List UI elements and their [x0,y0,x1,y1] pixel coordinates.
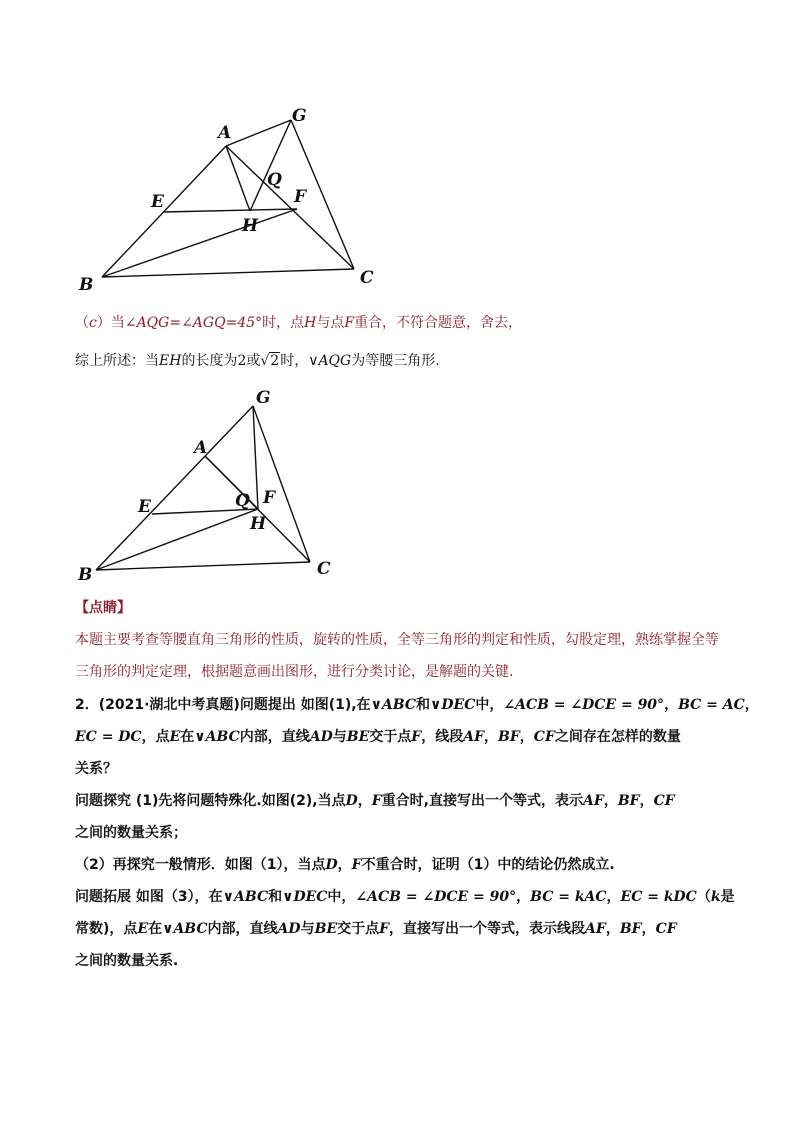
case-c-equation: ∠AQG=∠AGQ=45° [124,315,263,331]
p2l8-tri: ∨ABC [162,921,208,937]
p2l8-text-c: 内部，直线 [207,921,278,937]
summary-line [75,350,755,372]
case-c-label: c [89,315,97,331]
p2l4-point-d: D [345,793,358,809]
p2l7-text-d: ， [516,889,531,905]
fig2-label-g: G [256,388,271,408]
fig1-label-q: Q [267,170,282,190]
p2l2-text-b: 在 [180,729,195,745]
summary-text-2: 的长度为 [181,353,238,369]
p2l4-cf: CF [653,793,675,809]
problem2-line-3: 关系？ [75,761,117,777]
fig1-label-e: E [151,192,164,212]
summary-text-1: 综上所述：当 [75,353,159,369]
p2l2-bf: BF [498,729,520,745]
p2l1-equation-2: BC = AC [678,697,745,713]
p2l2-text-d: 与 [332,729,347,745]
figure-2 [60,382,360,587]
p2l6-text-c: 不重合时，证明（1）中的结论仍然成立. [361,857,615,873]
p2l2-tri: ∨ABC [194,729,240,745]
problem2-line-1 [75,694,759,716]
p2l1-text-b: 和 [416,697,431,713]
p2l7-tri-abc: ∨ABC [222,889,269,905]
p2l2-be: BE [346,729,370,745]
figure-1-lines [102,120,354,277]
sqrt-sign: √ [260,353,270,369]
p2l4-point-f: F [371,793,382,809]
summary-text-3: 或 [246,353,261,369]
p2l8-text-b: 在 [148,921,163,937]
p2l4-text-d: ， [603,793,618,809]
p2l7-text-g: 是 [720,889,735,905]
p2l6-text-a: （2）再探究一般情形．如图（1），当点 [75,857,326,873]
summary-eh: EH [159,353,182,369]
p2l1-equation: ∠ACB = ∠DCE = 90° [503,697,665,713]
p2l7-text-f: （ [696,889,711,905]
p2l4-text-b: ， [357,793,372,809]
fig2-label-e: E [138,497,151,517]
fig2-label-f: F [263,488,276,508]
p2l8-text-d: 与 [300,921,315,937]
p2l7-k: k [710,889,721,905]
p2l7-text-e: ， [606,889,621,905]
fig2-label-b: B [78,565,93,585]
p2l8-af: AF [585,921,606,937]
figure-1 [60,95,400,305]
problem2-line-7 [75,886,755,908]
p2l7-equation-2: BC = kAC [530,889,607,905]
p2l1-text-e: ， [744,697,759,713]
case-c-prefix: （ [75,315,89,331]
p2l2-text-a: ，点 [141,729,170,745]
p2l2-equation: EC = DC [75,729,142,745]
p2l6-point-d: D [325,857,338,873]
p2l2-text-f1: 交于点 [369,729,412,745]
p2l2-text-i: ， [519,729,534,745]
fig1-label-h: H [242,216,259,236]
fig1-label-f: F [294,187,307,207]
p2l6-text-b: ， [337,857,352,873]
p2l8-bf: BF [619,921,642,937]
p2l2-text-c: 内部，直线 [239,729,310,745]
summary-sqrt [260,352,280,369]
problem2-line-4 [75,790,755,812]
dianjing-heading: 【点睛】 [75,600,131,616]
figure-2-lines [96,406,310,570]
summary-triangle: ∨AQG [308,353,352,369]
fig2-label-c: C [317,559,331,579]
p2l8-be: BE [314,921,338,937]
p2l4-text-c: 重合时,直接写出一个等式，表示 [381,793,584,809]
p2l8-point-e: E [137,921,149,937]
p2l8-text-h: ， [605,921,620,937]
p2l2-point-f: F [411,729,422,745]
p2l8-text-a: 常数)，点 [75,921,138,937]
figure-2-diagram [60,382,360,587]
dianjing-line-2: 三角形的判定定理，根据题意画出图形，进行分类讨论，是解题的关键. [75,664,514,680]
problem2-line-6 [75,854,755,876]
problem2-line-2 [75,726,755,748]
p2l7-tri-dec: ∨DEC [282,889,328,905]
fig2-label-q: Q [235,491,250,511]
summary-text-4: 时， [280,353,309,369]
p2l2-ad: AD [309,729,333,745]
p2l2-text-j: 之间存在怎样的数量 [554,729,681,745]
problem2-line-9: 之间的数量关系. [75,953,179,969]
fig1-label-g: G [292,106,307,126]
p2l7-equation-3: EC = kDC [620,889,697,905]
summary-value-2: 2 [237,353,247,369]
dianjing-line-1: 本题主要考查等腰直角三角形的性质，旋转的性质，全等三角形的判定和性质，勾股定理，熟练掌握全等 [75,632,719,648]
case-c-text-1: ）当 [96,315,125,331]
p2l7-text-c: 中， [327,889,356,905]
p2l7-text-b: 和 [268,889,283,905]
p2l2-point-e: E [169,729,181,745]
p2l2-cf: CF [533,729,555,745]
p2l4-text-e: ， [639,793,654,809]
p2l8-text-g: ，直接写出一个等式，表示线段 [389,921,586,937]
case-c-text-2: 时，点 [262,315,305,331]
problem2-line-5: 之间的数量关系； [75,825,187,841]
p2l7-equation: ∠ACB = ∠DCE = 90° [355,889,517,905]
problem2-line-8 [75,918,755,940]
p2l1-tri-abc: ∨ABC [370,697,417,713]
case-c-text-3: 与点 [316,315,345,331]
p2l4-af: AF [583,793,604,809]
p2l4-bf: BF [617,793,640,809]
sqrt-radicand: 2 [270,353,280,369]
p2l6-point-f: F [351,857,362,873]
fig2-label-h: H [250,514,267,534]
p2l8-ad: AD [277,921,301,937]
p2l1-text-c: 中， [475,697,504,713]
p2l4-text-a: 问题探究 (1)先将问题特殊化.如图(2),当点 [75,793,346,809]
case-c-text-4: 重合，不符合题意，舍去， [354,315,523,331]
fig1-label-c: C [360,268,374,288]
p2l7-text-a: 问题拓展 如图（3），在 [75,889,223,905]
summary-text-5: 为等腰三角形. [351,353,440,369]
fig1-label-b: B [79,275,94,295]
fig2-label-a: A [194,438,208,458]
p2l1-text-a: 2．(2021·湖北中考真题)问题提出 如图(1),在 [75,697,371,713]
p2l2-text-h: ， [484,729,499,745]
p2l8-text-i: ， [641,921,656,937]
fig1-label-a: A [218,123,232,143]
p2l8-text-f1: 交于点 [337,921,380,937]
p2l2-text-g: ，线段 [421,729,464,745]
p2l1-tri-dec: ∨DEC [430,697,476,713]
p2l1-text-d: ， [664,697,679,713]
case-c-point-f: F [344,315,355,331]
case-c-line [75,312,755,334]
figure-1-diagram [60,95,400,305]
p2l2-af: AF [463,729,485,745]
p2l8-cf: CF [655,921,677,937]
p2l8-point-f: F [379,921,390,937]
case-c-point-h: H [304,315,317,331]
